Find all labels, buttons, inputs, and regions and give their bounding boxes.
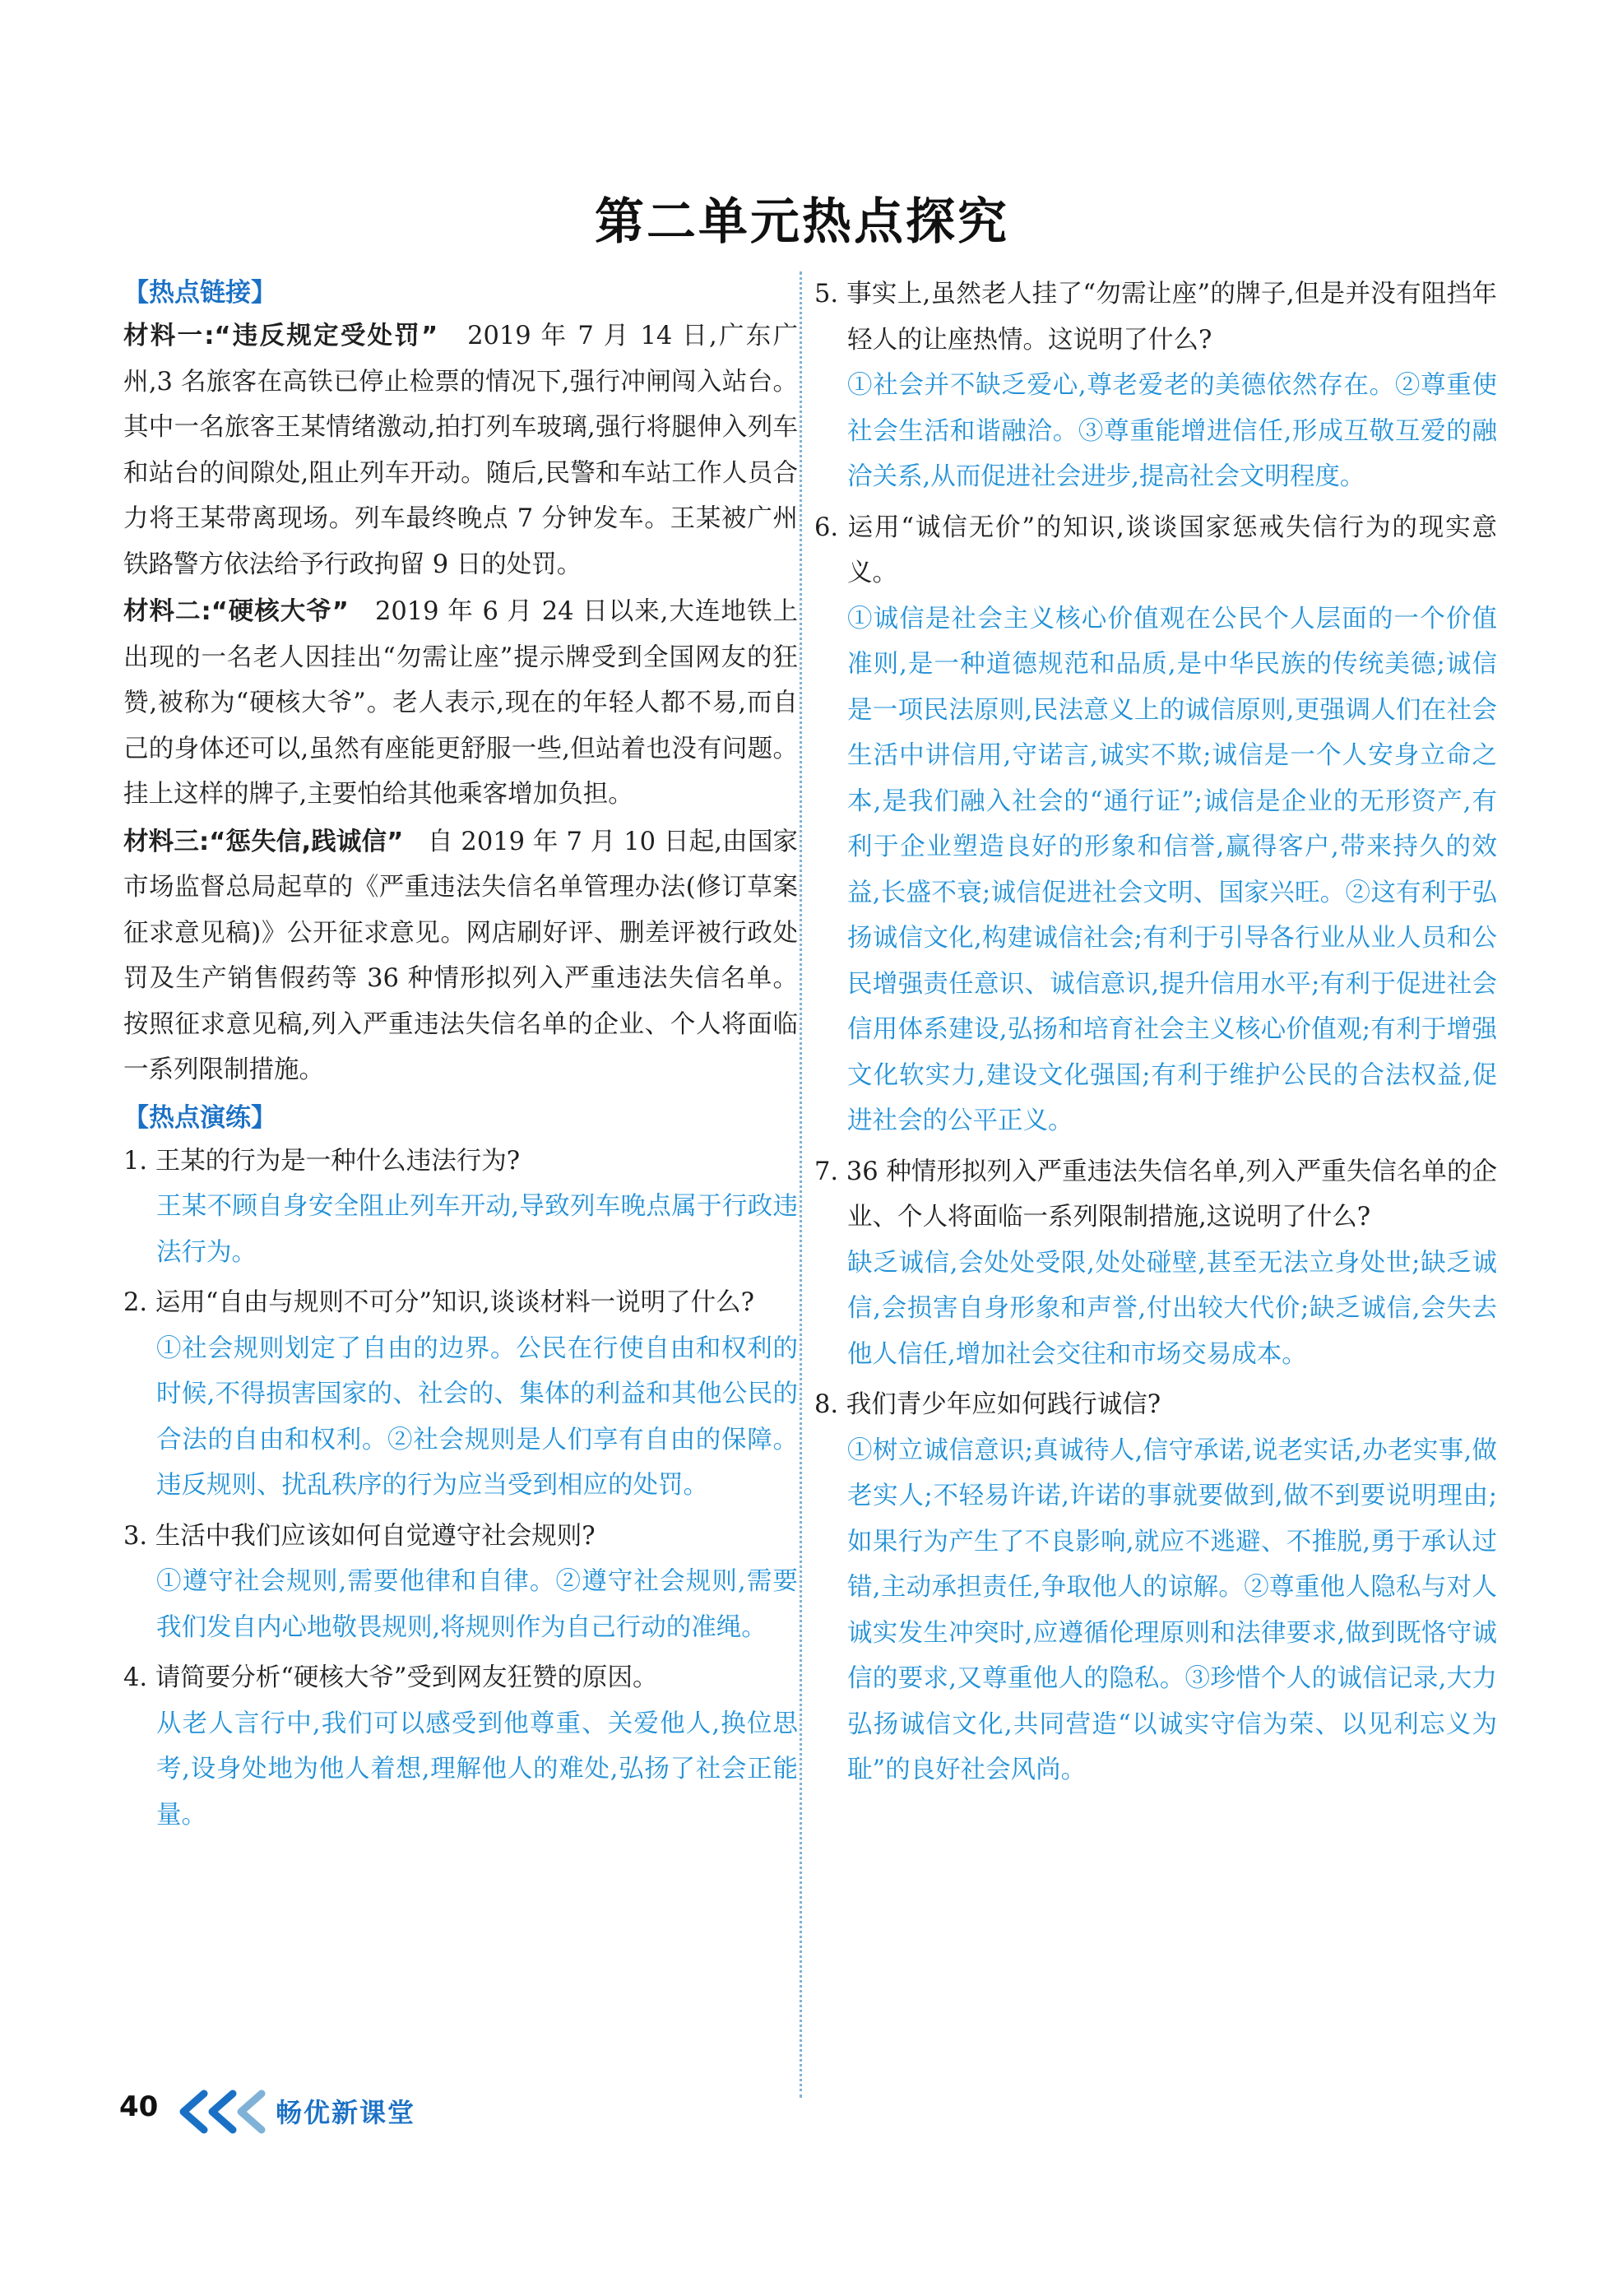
material-title: 材料三:“惩失信,践诚信” bbox=[123, 827, 404, 856]
answer-1: 王某不顾自身安全阻止列车开动,导致列车晚点属于行政违法行为。 bbox=[156, 1192, 798, 1267]
answer-6: ①诚信是社会主义核心价值观在公民个人层面的一个价值准则,是一种道德规范和品质,是中华民族的传统美德;诚信是一项民法原则,民法意义上的诚信原则,更强调人们在社会生活中讲信用,守诺言,诚实不欺;诚信是一个人安身立命之本,是我们融入社会的“通行证”;诚信是企业的无形资产,有利于企业塑造良好的形象和信誉,赢得客户,带来持久的效益,长盛不衰;诚信促进社会文明、国家兴旺。②这有利于弘扬诚信文化,构建诚信社会;有利于引导各行业从业人员和公民增强责任意识、诚信意识,提升信用水平;有利于促进社会信用体系建设,弘扬和培育社会主义核心价值观;有利于增强文化软实力,建设文化强国;有利于维护公民的合法权益,促进社会的公平正义。 bbox=[847, 604, 1497, 1135]
material-title: 材料一:“违反规定受处罚” bbox=[123, 322, 438, 350]
brand-name: 畅优新课堂 bbox=[276, 2097, 416, 2128]
material-body: 自 2019 年 7 月 10 日起,由国家市场监督总局起草的《严重违法失信名单管理办法(修订草案征求意见稿)》公开征求意见。网店刷好评、删差评被行政处罚及生产销售假药等 36 种情形拟列入严重违法失信名单。按照征求意见稿,列入严重违法失信名单的企业、个人将面临一系列限制措施。 bbox=[123, 827, 799, 1084]
answer-7: 缺乏诚信,会处处受限,处处碰壁,甚至无法立身处世;缺乏诚信,会损害自身形象和声誉,付出较大代价;缺乏诚信,会失去他人信任,增加社会交往和市场交易成本。 bbox=[847, 1248, 1497, 1369]
material-body: 2019 年 6 月 24 日以来,大连地铁上出现的一名老人因挂出“勿需让座”提示牌受到全国网友的狂赞,被称为“硬核大爷”。老人表示,现在的年轻人都不易,而自己的身体还可以,虽然有座能更舒服一些,但站着也没有问题。挂上这样的牌子,主要怕给其他乘客增加负担。 bbox=[123, 597, 798, 809]
page-number: 40 bbox=[119, 2090, 159, 2123]
section-label-text: 热点演练 bbox=[149, 1102, 251, 1133]
question-5: 5. 事实上,虽然老人挂了“勿需让座”的牌子,但是并没有阻挡年轻人的让座热情。这说明了什么? bbox=[814, 280, 1497, 355]
section-label-link: 【热点链接】 bbox=[123, 278, 276, 308]
right-column bbox=[814, 271, 1497, 1798]
question-2: 2. 运用“自由与规则不可分”知识,谈谈材料一说明了什么? bbox=[123, 1288, 755, 1317]
answer-8: ①树立诚信意识;真诚待人,信守承诺,说老实话,办老实事,做老实人;不轻易许诺,许诺的事就要做到,做不到要说明理由;如果行为产生了不良影响,就应不逃避、不推脱,勇于承认过错,主动承担责任,争取他人的谅解。②尊重他人隐私与对人诚实发生冲突时,应遵循伦理原则和法律要求,做到既恪守诚信的要求,又尊重他人的隐私。③珍惜个人的诚信记录,大力弘扬诚信文化,共同营造“以诚实守信为荣、以见利忘义为耻”的良好社会风尚。 bbox=[847, 1436, 1497, 1784]
answer-3: ①遵守社会规则,需要他律和自律。②遵守社会规则,需要我们发自内心地敬畏规则,将规则作为自己行动的准绳。 bbox=[156, 1567, 798, 1642]
question-7: 7. 36 种情形拟列入严重违法失信名单,列入严重失信名单的企业、个人将面临一系列限制措施,这说明了什么? bbox=[814, 1157, 1497, 1231]
material-3 bbox=[123, 819, 798, 1093]
answer-2: ①社会规则划定了自由的边界。公民在行使自由和权利的时候,不得损害国家的、社会的、集体的利益和其他公民的合法的自由和权利。②社会规则是人们享有自由的保障。违反规则、扰乱秩序的行为应当受到相应的处罚。 bbox=[156, 1334, 798, 1500]
material-title: 材料二:“硬核大爷” bbox=[123, 597, 349, 626]
question-3: 3. 生活中我们应该如何自觉遵守社会规则? bbox=[123, 1521, 596, 1551]
question-1: 1. 王某的行为是一种什么违法行为? bbox=[123, 1146, 521, 1176]
column-divider bbox=[800, 271, 802, 2098]
page-footer bbox=[119, 2084, 613, 2141]
question-8: 8. 我们青少年应如何践行诚信? bbox=[814, 1390, 1161, 1419]
answer-4: 从老人言行中,我们可以感受到他尊重、关爱他人,换位思考,设身处地为他人着想,理解他人的难处,弘扬了社会正能量。 bbox=[156, 1709, 798, 1830]
double-chevron-icon bbox=[167, 2087, 266, 2136]
section-label-practice: 【热点演练】 bbox=[123, 1102, 276, 1133]
section-label-text: 热点链接 bbox=[149, 278, 251, 308]
question-4: 4. 请简要分析“硬核大爷”受到网友狂赞的原因。 bbox=[123, 1663, 658, 1692]
page-title: 第二单元热点探究 bbox=[595, 193, 1009, 251]
answer-5: ①社会并不缺乏爱心,尊老爱老的美德依然存在。②尊重使社会生活和谐融洽。③尊重能增进信任,形成互敬互爱的融洽关系,从而促进社会进步,提高社会文明程度。 bbox=[847, 371, 1497, 491]
material-1 bbox=[123, 313, 798, 587]
question-6: 6. 运用“诚信无价”的知识,谈谈国家惩戒失信行为的现实意义。 bbox=[814, 513, 1497, 587]
material-body: 2019 年 7 月 14 日,广东广州,3 名旅客在高铁已停止检票的情况下,强行冲闸闯入站台。其中一名旅客王某情绪激动,拍打列车玻璃,强行将腿伸入列车和站台的间隙处,阻止列车开动。随后,民警和车站工作人员合力将王某带离现场。列车最终晚点 7 分钟发车。王某被广州铁路警方依法给予行政拘留 9 日的处罚。 bbox=[123, 322, 799, 579]
left-column bbox=[123, 271, 798, 1843]
material-2 bbox=[123, 589, 798, 818]
